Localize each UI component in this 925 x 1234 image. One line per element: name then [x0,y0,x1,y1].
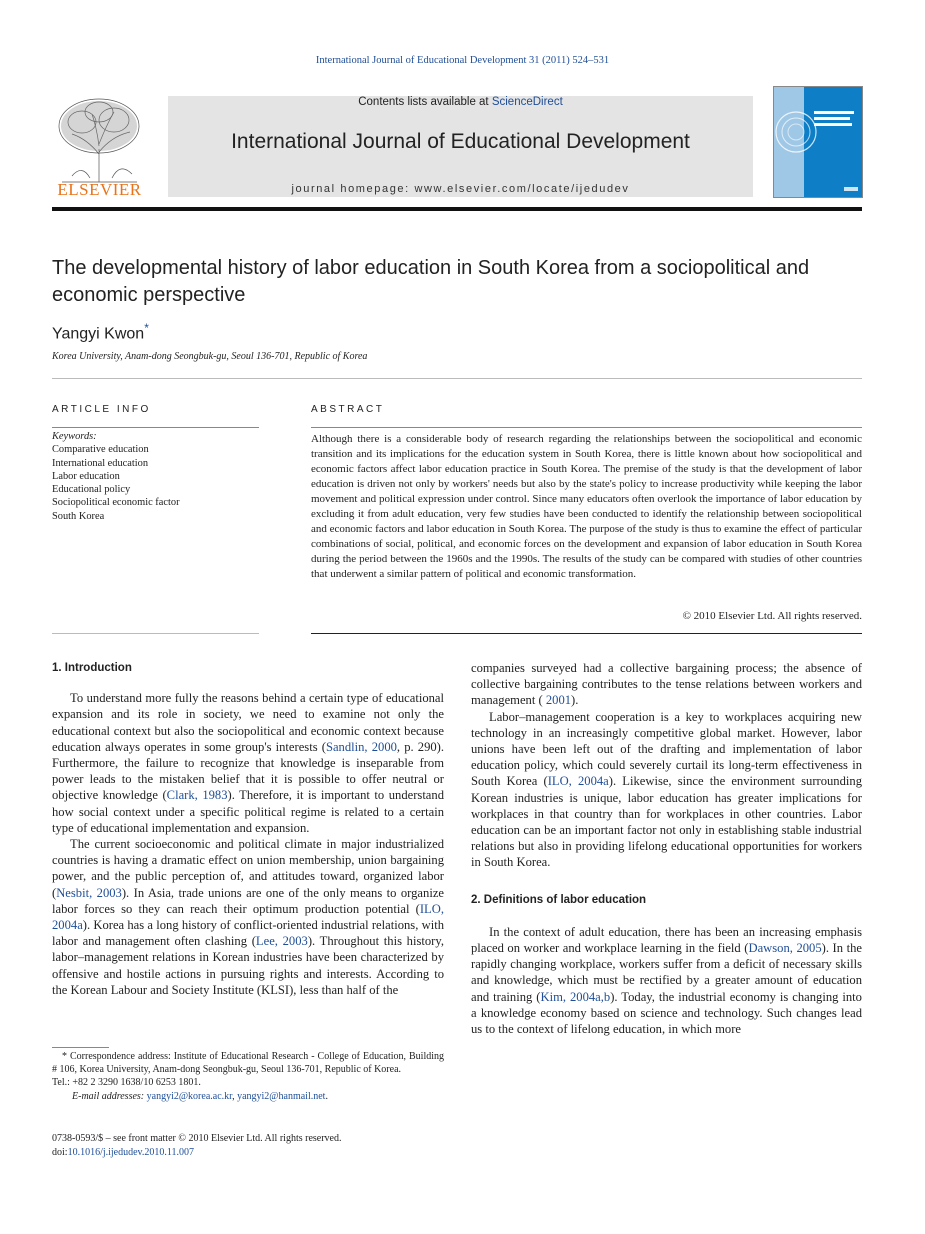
issn-line: 0738-0593/$ – see front matter © 2010 Elsevier Ltd. All rights reserved. [52,1133,342,1144]
correspondence-address: * Correspondence address: Institute of Educational Research - College of Education, Building # 106, Korea University, Anam-dong Seongbuk-gu, Seoul 136-701, Republic of Korea. [52,1051,444,1076]
doi-line [52,1146,444,1160]
keywords-block [52,430,262,523]
keyword-item: Comparative education [52,444,149,456]
citation-link[interactable]: ILO, 2004a [547,774,609,789]
telephone: Tel.: +82 2 3290 1638/10 6253 1801. [52,1077,201,1089]
article-title: The developmental history of labor education in South Korea from a sociopolitical and economic perspective [52,257,810,306]
keyword-item: International education [52,457,149,469]
contents-prefix: Contents lists available at [358,96,492,108]
keyword-item: Labor education [52,470,120,482]
text: , p. 290). Furthermore, the failure to recognize that knowledge is inseparable from power leads to the mistaken belief that it is possible to offer neutral or objective knowledge ( [52,739,445,803]
citation-link[interactable]: Sandlin, 2000 [325,739,397,754]
journal-homepage[interactable]: journal homepage: www.elsevier.com/locate/ijedudev [291,183,630,195]
article-info-heading: ARTICLE INFO [52,404,151,415]
paragraph [52,690,444,836]
email-label: E-mail addresses: [72,1090,147,1102]
text: ). Throughout this history, labor–management relations in Korean industries have been characterized by offensive and hostile actions in pursuing rights and interests. According to the Korean Labour and Society Institute (KLSI), less than half of the [52,934,444,997]
text: In the context of adult education, there has been an increasing emphasis placed on worker and workplace learning in the field ( [471,924,862,956]
imprint-block [52,1132,444,1159]
doi-label: doi: [52,1146,68,1158]
paragraph [471,924,862,1037]
paragraph-continued [471,660,862,709]
email-link[interactable]: yangyi2@hanmail.net [237,1090,326,1102]
citation-link[interactable]: ILO, 2004a [52,901,444,933]
section-1-heading: 1. Introduction [52,662,132,674]
head-divider [52,378,862,379]
paragraph [52,836,444,998]
footnote-rule [52,1047,109,1048]
body-left-column [52,660,444,998]
keyword-item: South Korea [52,510,105,522]
text: ). Korea has a long history of conflict-oriented industrial relations, with labor and management often clashing ( [52,918,444,949]
article-info-bottom-rule [52,633,259,634]
citation-link[interactable]: 2001 [545,693,572,708]
text: ). Today, the industrial economy is changing into a knowledge economy based on science and technology. Such changes lead us to the context of lifelong education, in which more [471,989,862,1037]
journal-title: International Journal of Educational Development [231,130,690,153]
citation-link[interactable]: Clark, 1983 [166,788,228,803]
citation-link[interactable]: Kim, 2004a,b [540,989,611,1004]
abstract-text: Although there is a considerable body of research regarding the relationships between the sociopolitical and economic transition and its implications for the education system in South Korea, there is little known about how sociopolitical and economic factors affect labor education practice in South Korea. The premise of the study is that the development of labor education is driven not only by workers' needs but also by the state's policy to increase productivity while keeping the labor movement and political expression under control. Since many educators often overlook the importance of labor education by excluding it from adult education, very few studies have been conducted to identify the relationship between sociopolitical and economic factors and labor education in South Korea. The purpose of the study is thus to examine the effect of particular combinations of social, political, and economic forces on the development and expansion of labor education in South Korea during the period between the 1960s and the 1990s. The results of the study can be compared with studies of other countries that underwent a similar pattern of political and economic transformation. [311,433,862,580]
elsevier-wordmark: ELSEVIER [57,180,142,199]
keyword-item: Educational policy [52,484,131,496]
text: ). In Asia, trade unions are one of the only means to organize labor forces so they can reach their optimum production potential ( [52,885,445,916]
citation-link[interactable]: Nesbit, 2003 [56,885,122,900]
text: ). Likewise, since the environment surrounding Korean industries is unique, labor education has greater implications for workplaces in that country than for workplaces in other countries. Labor education can be an important factor not only in establishing stable industrial relations but also in providing lifelong educational opportunities for workers in South Korea. [471,774,862,870]
text: Labor–management cooperation is a key to workplaces acquiring new technology in an increasingly competitive global market. However, labor unions have been left out of the drafting and implementation of labor education policy, which could severely curtail its long-term effectiveness in South Korea ( [471,709,862,789]
journal-cover-thumbnail [773,86,863,198]
body-right-column [471,660,862,1037]
article-info-rule [52,427,259,428]
text: ). Therefore, it is important to understand how social context under a specific political regime is related to a certain type of educational implementation and expansion. [52,788,444,835]
author-name: Yangyi Kwon [52,325,145,343]
sciencedirect-link[interactable]: ScienceDirect [491,96,563,108]
abstract-rule [311,427,862,428]
text: ). In the rapidly changing workplace, workers suffer from a deficit of necessary skills and knowledge, which must be rectified by a greater amount of education and training ( [471,941,862,1004]
author-line [52,321,149,343]
abstract-heading: ABSTRACT [311,404,385,415]
email-separator: , [232,1090,238,1102]
text: ). [571,693,579,708]
citation-link[interactable]: Lee, 2003 [255,934,308,949]
keywords-label: Keywords: [52,431,97,442]
keyword-item: Sociopolitical economic factor [52,497,180,509]
paragraph [471,709,862,871]
email-line [52,1090,444,1103]
header-divider [52,207,862,211]
text: To understand more fully the reasons behind a certain type of educational expansion and its role in society, we need to examine not only the educational context but also the sociopolitical and economic context because education always operates in some group's interests ( [52,691,444,754]
citation-link[interactable]: Dawson, 2005 [748,941,822,956]
doi-link[interactable]: 10.1016/j.ijedudev.2010.11.007 [67,1146,195,1158]
correspondence-footnote [52,1050,444,1103]
corresponding-author-mark[interactable]: * [144,321,149,335]
section-2-heading: 2. Definitions of labor education [471,893,647,906]
abstract-bottom-rule [311,633,862,634]
text: companies surveyed had a collective bargaining process; the absence of collective bargaining contributes to the tense relations between workers and management ( [471,661,862,708]
email-end: . [325,1090,328,1102]
abstract-copyright: © 2010 Elsevier Ltd. All rights reserved. [682,610,862,622]
affiliation: Korea University, Anam-dong Seongbuk-gu, Seoul 136-701, Republic of Korea [52,351,368,362]
text: The current socioeconomic and political climate in major industrialized countries is having a dramatic effect on union membership, union bargaining power, and the public perception of, and attitudes toward, organized labor ( [52,837,444,900]
contents-line [168,96,753,108]
journal-citation[interactable]: International Journal of Educational Development 31 (2011) 524–531 [315,55,610,66]
email-link[interactable]: yangyi2@korea.ac.kr [146,1090,233,1102]
